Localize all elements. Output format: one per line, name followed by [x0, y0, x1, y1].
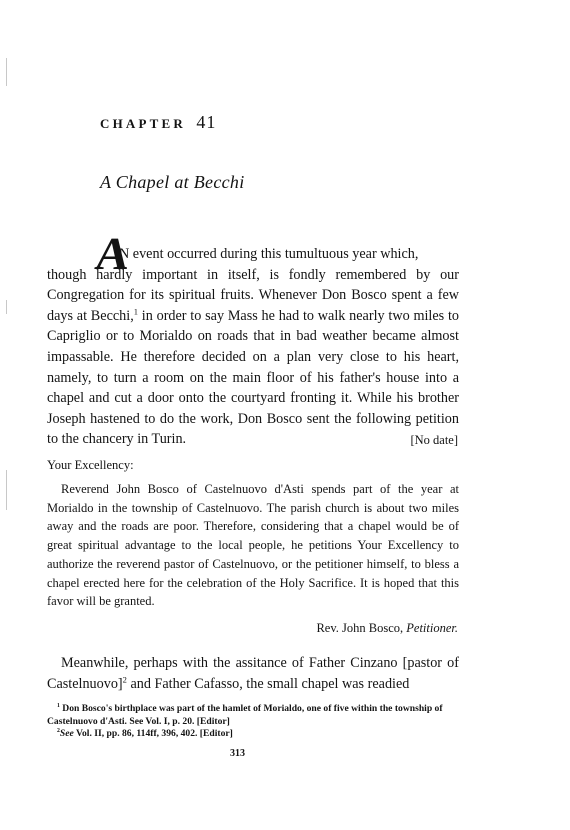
footnote-1-text: Don Bosco's birthplace was part of the hamlet of Morialdo, one of five within the township of Castelnuovo d'Asti. See Vol. I, p. 20. [Editor]: [47, 703, 443, 727]
signature-role: Petitioner.: [406, 621, 458, 635]
chapter-title: A Chapel at Becchi: [100, 172, 245, 192]
paragraph-1-text-a: though hardly important in itself, is fondly remembered by our Congregation for its spiritual fruits. Whenever Don Bosco spent a few days at Becchi,: [47, 266, 459, 324]
footnote-2-text: Vol. II, pp. 86, 114ff, 396, 402. [Editor]: [73, 728, 233, 739]
footnote-2: [57, 728, 469, 741]
footnote-ref-1: 1: [133, 306, 138, 317]
chapter-heading: [100, 112, 216, 133]
footnote-2-see: See: [59, 728, 74, 739]
paragraph-2-text-a: Meanwhile, perhaps with the assitance of Father Cinzano [pastor of Castelnuovo]: [47, 655, 459, 692]
letter-salutation: Your Excellency:: [47, 458, 134, 472]
footnote-2-number: 2: [57, 727, 60, 734]
drop-cap: A: [92, 228, 133, 279]
page-number: 313: [230, 748, 245, 759]
signature-name: Rev. John Bosco,: [316, 621, 407, 635]
letter-signature: [316, 621, 458, 636]
paragraph-1-text-b: in order to say Mass he had to walk nearly two miles to Capriglio or to Morialdo on roads that in bad weather became almost impassable. He therefore decided on a plan very close to his heart, namely, to turn a room on the main floor of his father's house into a chapel and cut a door onto the courtyard fronting it. While his brother Joseph hastened to do the work, Don Bosco sent the following petition to the chancery in Turin.: [47, 307, 459, 448]
paragraph-1: [47, 244, 459, 450]
letter-body: Reverend John Bosco of Castelnuovo d'Asti spends part of the year at Morialdo in the township of Castelnuovo. The parish church is about two miles away and the roads are poor. Therefore, considering that a chapel would be of great spiritual advantage to the local people, he petitions Your Excellency to authorize the reverend pastor of Castelnuovo, or the petitioner himself, to bless a chapel erected here for the celebration of the Holy Sacrifice. It is hoped that this favor will be granted.: [47, 482, 459, 609]
paragraph-2-text-b: and Father Cafasso, the small chapel was readied: [126, 675, 410, 692]
paragraph-2: [47, 653, 459, 694]
footnote-1-number: 1: [57, 702, 60, 709]
no-date-note: [No date]: [410, 433, 458, 447]
chapter-number: 41: [196, 112, 217, 132]
chapter-label: CHAPTER: [100, 116, 186, 131]
footnote-1: [47, 703, 459, 728]
footnote-ref-2: 2: [122, 673, 127, 684]
paragraph-1-first-line: N event occurred during this tumultuous year which,: [119, 246, 419, 262]
